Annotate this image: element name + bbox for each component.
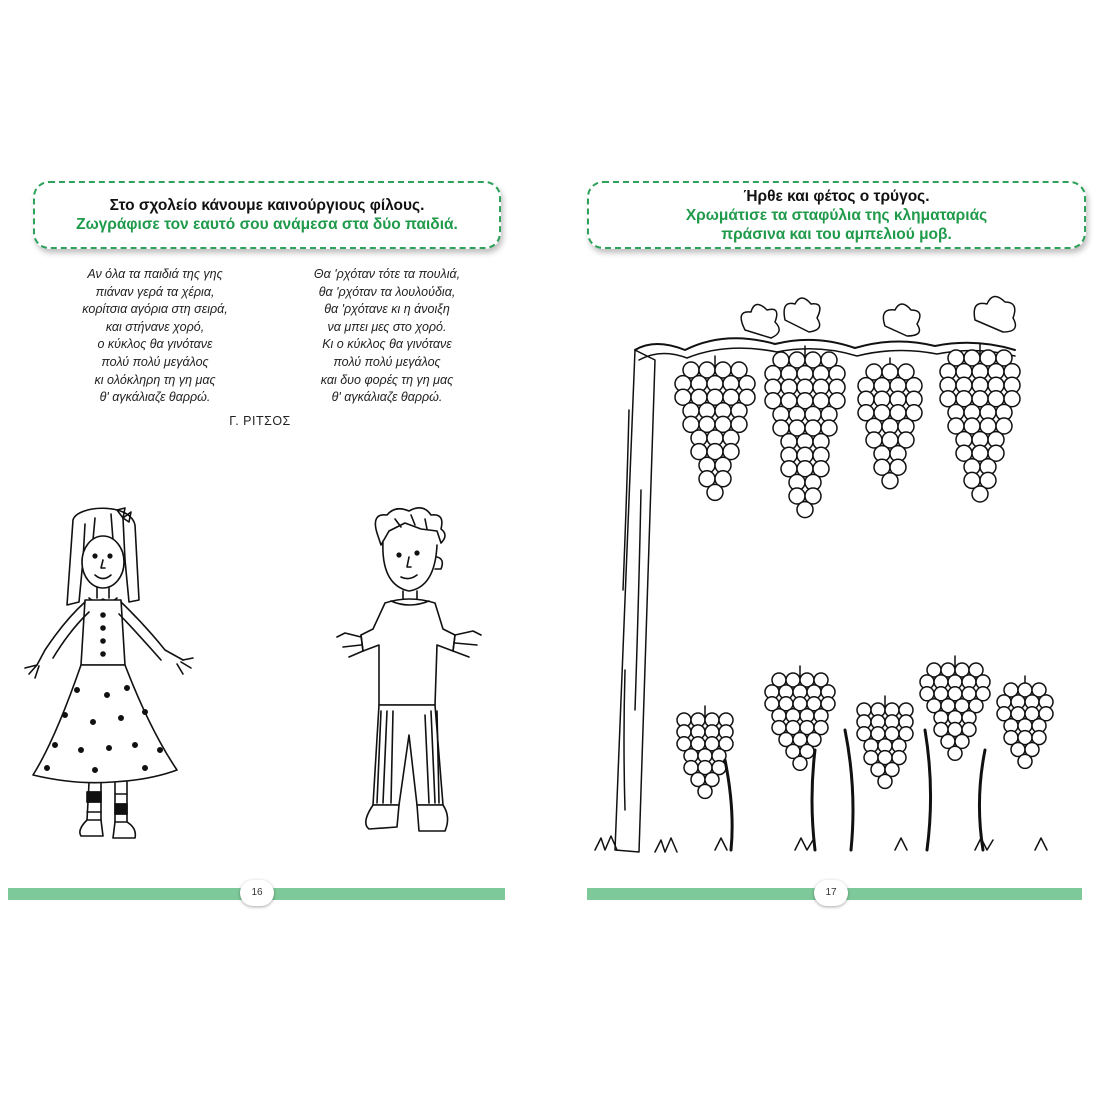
boy-illustration	[325, 505, 500, 845]
poem-line: και στήνανε χορό,	[105, 319, 205, 334]
grape-cluster	[858, 358, 922, 489]
right-page	[550, 0, 1100, 1100]
vine-trunk	[845, 730, 853, 850]
instruction-line-3: πράσινα και του αμπελιού μοβ.	[721, 225, 952, 243]
poem-stanza-2	[272, 266, 502, 407]
grape-cluster	[675, 356, 755, 500]
girl-illustration	[15, 500, 205, 860]
poem-line: πιάναν γερά τα χέρια,	[95, 284, 215, 299]
poem-line: ο κύκλος θα γινότανε	[97, 337, 213, 352]
vine-trunk	[725, 760, 732, 850]
poem-line: να μπει μες στο χορό.	[327, 319, 447, 334]
page-number-right: 17	[814, 880, 848, 906]
poem-line: και δυο φορές τη γη μας	[320, 372, 454, 387]
poem-line: θ' αγκάλιαζε θαρρώ.	[331, 390, 443, 405]
poem-line: θα 'ρχόταν τα λουλούδια,	[318, 284, 456, 299]
poem-line: κι ολόκληρη τη γη μας	[94, 372, 216, 387]
vine-trunk	[979, 750, 985, 850]
vine-arbor-illustration	[595, 290, 1075, 865]
instruction-line-2: Ζωγράφισε τον εαυτό σου ανάμεσα στα δύο παιδιά.	[76, 216, 458, 233]
poem-line: θ' αγκάλιαζε θαρρώ.	[99, 390, 211, 405]
poem-line: Κι ο κύκλος θα γινότανε	[322, 337, 452, 352]
grape-cluster	[857, 696, 913, 788]
instruction-box-left	[33, 181, 501, 249]
grape-cluster	[765, 666, 835, 770]
grape-cluster	[920, 656, 990, 760]
instruction-line-2: Χρωμάτισε τα σταφύλια της κληματαριάς	[685, 206, 988, 224]
poem-line: πολύ πολύ μεγάλος	[333, 354, 441, 369]
vine-trunk	[812, 750, 815, 850]
page-number-left: 16	[240, 880, 274, 906]
poem-line: Θα 'ρχόταν τότε τα πουλιά,	[313, 267, 461, 281]
grape-cluster	[765, 346, 845, 518]
poem-line: κορίτσια αγόρια στη σειρά,	[82, 302, 228, 317]
grape-cluster	[940, 344, 1020, 502]
poem-line: πολύ πολύ μεγάλος	[101, 354, 209, 369]
poet-name: Γ. ΡΙΤΣΟΣ	[229, 414, 291, 428]
instruction-line-1: Στο σχολείο κάνουμε καινούργιους φίλους.	[109, 197, 425, 214]
grape-clusters	[675, 344, 1053, 850]
grape-cluster	[677, 706, 733, 798]
poem-line: Αν όλα τα παιδιά της γης	[87, 267, 223, 281]
grape-cluster	[997, 676, 1053, 768]
vine-trunk	[925, 730, 931, 850]
instruction-box-right	[587, 181, 1086, 249]
instruction-line-1: Ήρθε και φέτος ο τρύγος.	[743, 187, 930, 205]
poem-stanza-1	[40, 266, 270, 407]
poem-line: θα 'ρχότανε κι η άνοιξη	[324, 302, 450, 317]
